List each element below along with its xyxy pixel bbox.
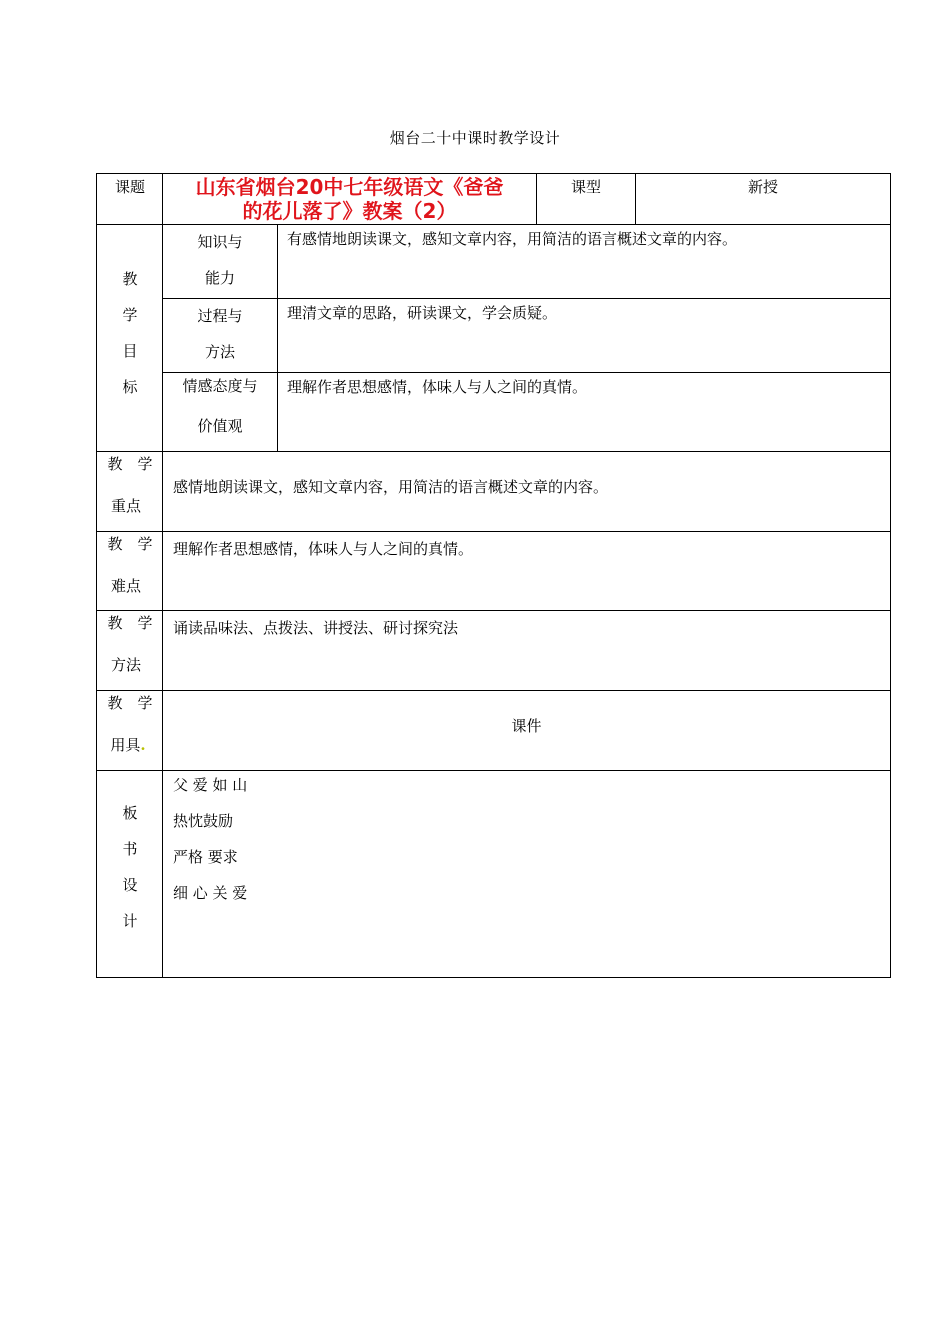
label-line: 教 学 bbox=[107, 535, 153, 553]
row-divider bbox=[97, 531, 890, 532]
board-line: 父 爱 如 山 bbox=[173, 776, 248, 794]
key-points-label bbox=[97, 451, 163, 527]
board-label-char: 设 bbox=[122, 876, 138, 894]
objective-label-line: 价值观 bbox=[197, 417, 243, 435]
page-title: 烟台二十中课时教学设计 bbox=[389, 129, 561, 147]
row-divider bbox=[97, 451, 890, 452]
lesson-type-label: 课型 bbox=[570, 178, 601, 196]
board-line: 热忱鼓励 bbox=[173, 812, 234, 830]
key-points-content: 感情地朗读课文，感知文章内容，用简洁的语言概述文章的内容。 bbox=[173, 478, 609, 496]
board-label-char: 板 bbox=[122, 804, 138, 822]
objective-label-line: 能力 bbox=[204, 269, 235, 287]
lesson-plan-table bbox=[96, 173, 891, 978]
board-line: 严格 要求 bbox=[173, 848, 238, 866]
objectives-label-char: 目 bbox=[122, 342, 138, 360]
row-divider bbox=[97, 610, 890, 611]
label-line: 教 学 bbox=[107, 694, 153, 712]
objectives-label bbox=[97, 261, 163, 405]
objectives-label-char: 教 bbox=[122, 270, 138, 288]
lesson-topic-line-1: 山东省烟台20中七年级语文《爸爸 bbox=[195, 175, 504, 199]
row-divider bbox=[97, 690, 890, 691]
board-design-label bbox=[97, 795, 163, 939]
tools-label-text: 用具 bbox=[110, 736, 141, 754]
difficulties-content: 理解作者思想感情，体味人与人之间的真情。 bbox=[173, 540, 474, 558]
methods-label bbox=[97, 610, 163, 686]
lesson-topic-title bbox=[163, 175, 536, 223]
topic-label: 课题 bbox=[114, 178, 145, 196]
label-line: 重点 bbox=[110, 497, 141, 515]
objective-knowledge-label bbox=[163, 224, 277, 296]
objective-label-line: 知识与 bbox=[197, 233, 243, 251]
label-line bbox=[97, 730, 163, 766]
label-line: 教 学 bbox=[107, 455, 153, 473]
objective-process-content: 理清文章的思路，研读课文，学会质疑。 bbox=[287, 304, 558, 322]
tools-label-mark: . bbox=[140, 736, 146, 754]
objective-knowledge-content: 有感情地朗读课文，感知文章内容，用简洁的语言概述文章的内容。 bbox=[287, 230, 738, 248]
board-label-char: 计 bbox=[122, 912, 138, 930]
objectives-label-char: 标 bbox=[122, 378, 138, 396]
tools-content: 课件 bbox=[511, 717, 542, 735]
tools-label bbox=[97, 690, 163, 766]
difficulties-label bbox=[97, 531, 163, 607]
board-line: 细 心 关 爱 bbox=[173, 884, 248, 902]
label-line: 方法 bbox=[110, 656, 141, 674]
label-line: 难点 bbox=[110, 577, 141, 595]
objective-label-line: 过程与 bbox=[197, 307, 243, 325]
label-line: 教 学 bbox=[107, 614, 153, 632]
objective-emotion-label bbox=[163, 372, 277, 448]
column-divider bbox=[277, 224, 278, 451]
objective-label-line: 方法 bbox=[204, 343, 235, 361]
methods-content: 诵读品味法、点拨法、讲授法、研讨探究法 bbox=[173, 619, 459, 637]
board-label-char: 书 bbox=[122, 840, 138, 858]
objective-process-label bbox=[163, 298, 277, 370]
objective-emotion-content: 理解作者思想感情，体味人与人之间的真情。 bbox=[287, 378, 588, 396]
objectives-label-char: 学 bbox=[122, 306, 138, 324]
objective-label-line: 情感态度与 bbox=[182, 377, 258, 395]
lesson-topic-line-2: 的花儿落了》教案（2） bbox=[242, 199, 457, 223]
lesson-type-value: 新授 bbox=[747, 178, 778, 196]
board-design-content bbox=[173, 767, 883, 911]
